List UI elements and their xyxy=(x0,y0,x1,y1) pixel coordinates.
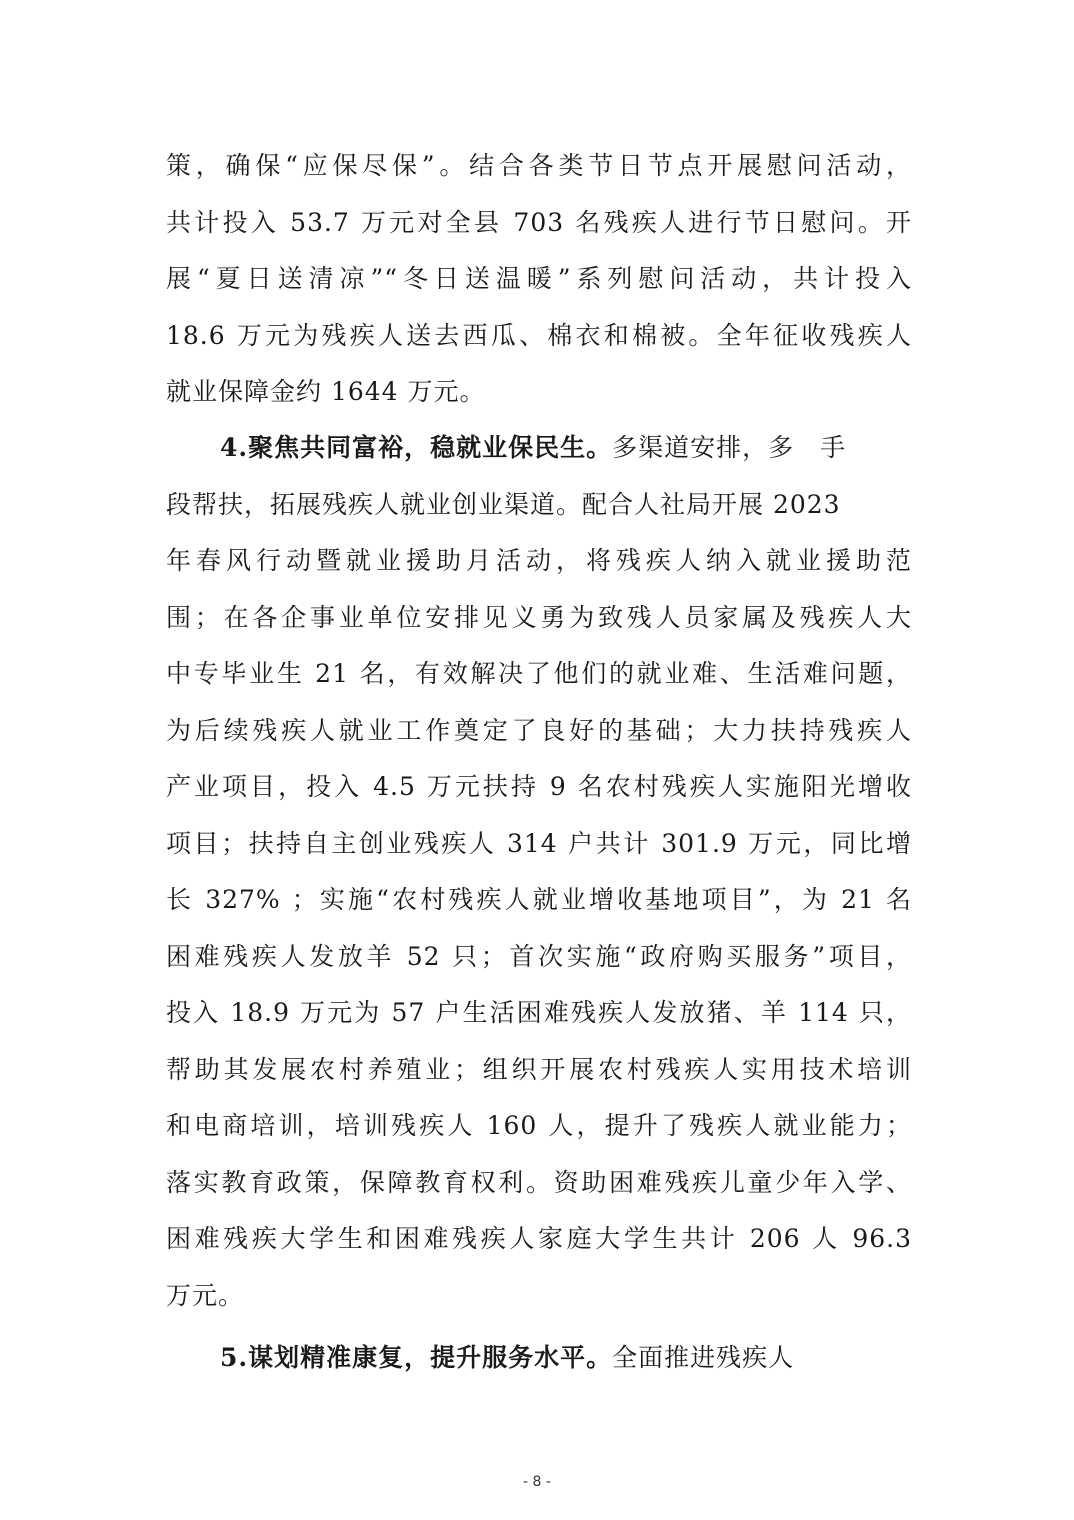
text-run: 多渠道安排，多 手 xyxy=(612,433,847,462)
page-number: - 8 - xyxy=(523,1474,551,1490)
paragraph-rehabilitation xyxy=(166,1330,912,1387)
text-line: 段帮扶，拓展残疾人就业创业渠道。配合人社局开展 2023 xyxy=(166,489,841,519)
text-line: 就业保障金约 1644 万元。 xyxy=(166,377,486,406)
section-first-line xyxy=(166,420,912,477)
text-run: 全面推进残疾人 xyxy=(612,1343,795,1372)
text-line: 投入 18.9 万元为 57 户生活困难残疾人发放猪、羊 114 只， xyxy=(166,998,912,1027)
section-heading: 4.聚焦共同富裕，稳就业保民生。 xyxy=(220,433,613,462)
text-line: 共计投入 53.7 万元对全县 703 名残疾人进行节日慰问。开 xyxy=(166,207,912,237)
paragraph-employment xyxy=(166,420,912,1324)
text-line: 长 327% ；实施“农村残疾人就业增收基地项目”，为 21 名 xyxy=(166,885,912,914)
text-line: 年春风行动暨就业援助月活动，将残疾人纳入就业援助范 xyxy=(166,546,912,575)
text-line: 围；在各企事业单位安排见义勇为致残人员家属及残疾人大 xyxy=(166,602,912,632)
text-line: 和电商培训，培训残疾人 160 人，提升了残疾人就业能力； xyxy=(166,1111,912,1140)
text-line: 帮助其发展农村养殖业；组织开展农村残疾人实用技术培训 xyxy=(166,1054,912,1084)
text-line: 困难残疾人发放羊 52 只；首次实施“政府购买服务”项目， xyxy=(166,941,912,971)
text-line: 为后续残疾人就业工作奠定了良好的基础；大力扶持残疾人 xyxy=(166,715,912,745)
section-heading: 5.谋划精准康复，提升服务水平。 xyxy=(220,1343,613,1372)
text-line: 产业项目，投入 4.5 万元扶持 9 名农村残疾人实施阳光增收 xyxy=(166,772,912,801)
text-line: 策，确保“应保尽保”。结合各类节日节点开展慰问活动， xyxy=(166,151,912,180)
section-first-line xyxy=(166,1330,912,1387)
text-line: 困难残疾大学生和困难残疾人家庭大学生共计 206 人 96.3 xyxy=(166,1224,912,1253)
text-line: 18.6 万元为残疾人送去西瓜、棉衣和棉被。全年征收残疾人 xyxy=(166,320,912,350)
text-line: 落实教育政策，保障教育权利。资助困难残疾儿童少年入学、 xyxy=(166,1167,912,1197)
paragraph-welfare xyxy=(166,138,912,421)
text-line: 展“夏日送清凉”“冬日送温暖”系列慰问活动，共计投入 xyxy=(166,264,912,293)
text-line: 中专毕业生 21 名，有效解决了他们的就业难、生活难问题， xyxy=(166,659,912,688)
text-line: 项目；扶持自主创业残疾人 314 户共计 301.9 万元，同比增 xyxy=(166,828,912,858)
text-line: 万元。 xyxy=(166,1280,245,1310)
